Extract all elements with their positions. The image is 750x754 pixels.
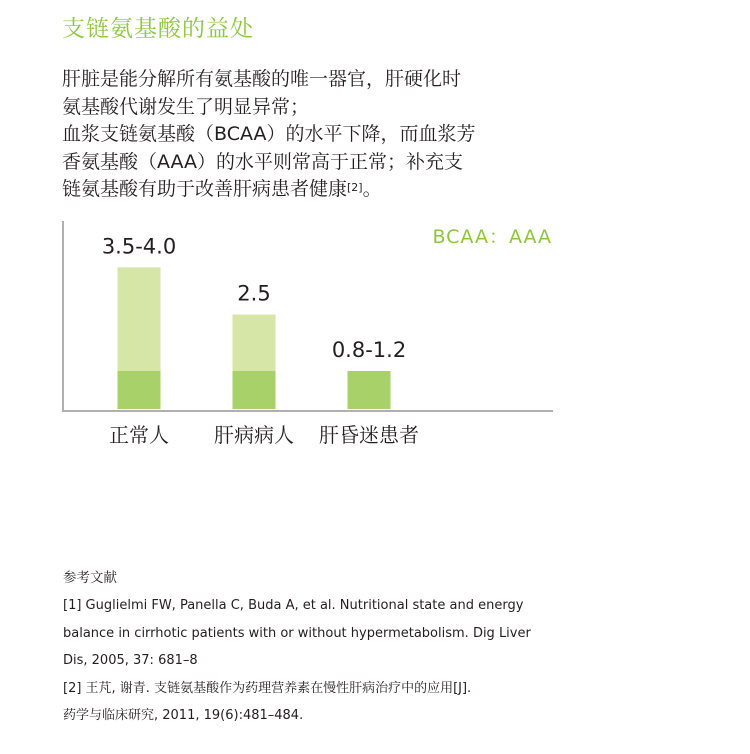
category-label: 肝病病人 xyxy=(214,423,294,447)
bar xyxy=(118,267,161,371)
chart-legend-label: BCAA：AAA xyxy=(432,226,552,248)
references xyxy=(63,566,703,732)
page-title: 支链氨基酸的益处 xyxy=(62,16,254,42)
bar-value-label: 3.5-4.0 xyxy=(101,234,177,259)
reference-line: balance in cirrhotic patients with or without hypermetabolism. Dig Liver xyxy=(63,625,531,641)
reference-line: [2] 王芃, 谢青. 支链氨基酸作为药理营养素在慢性肝病治疗中的应用[J]. xyxy=(63,680,472,696)
description-punct: 。 xyxy=(362,178,382,200)
description-line: 氨基酸代谢发生了明显异常； xyxy=(62,95,310,118)
description-line: 肝脏是能分解所有氨基酸的唯一器官，肝硬化时 xyxy=(62,68,462,90)
category-label: 正常人 xyxy=(109,423,169,447)
references-title: 参考文献 xyxy=(63,570,117,586)
description-text: 链氨基酸有助于改善肝病患者健康 xyxy=(62,178,348,200)
bar-base xyxy=(348,371,391,409)
bar-base xyxy=(118,371,161,409)
bar-value-label: 0.8-1.2 xyxy=(331,338,407,363)
bar-value-label: 2.5 xyxy=(237,281,271,306)
category-label: 肝昏迷患者 xyxy=(319,423,419,447)
bar xyxy=(233,315,276,371)
reference-line: 药学与临床研究, 2011, 19(6):481–484. xyxy=(63,708,304,723)
description-line: 香氨基酸（AAA）的水平则常高于正常；补充支 xyxy=(62,150,464,173)
reference-line: Dis, 2005, 37: 681–8 xyxy=(63,653,198,668)
description-line: 血浆支链氨基酸（BCAA）的水平下降，而血浆芳 xyxy=(62,123,476,145)
citation-marker: [2] xyxy=(347,181,363,194)
reference-line: [1] Guglielmi FW, Panella C, Buda A, et al. Nutritional state and energy xyxy=(63,598,524,613)
bar-base xyxy=(233,371,276,409)
